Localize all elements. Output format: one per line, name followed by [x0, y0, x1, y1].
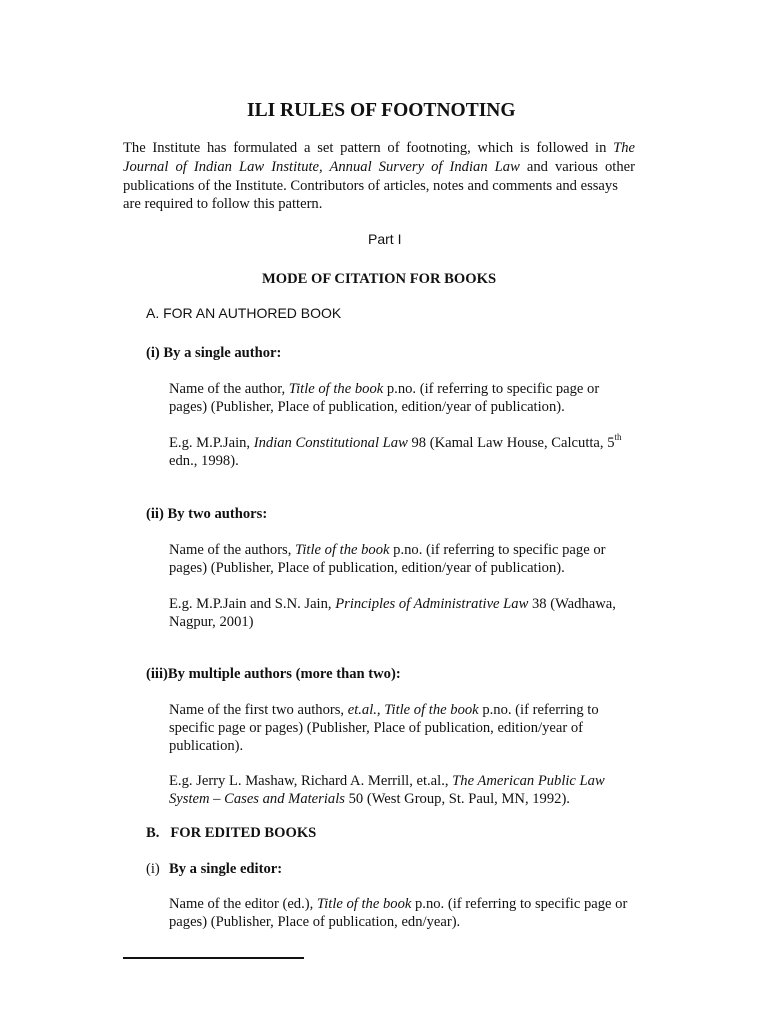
single-editor-format-line-2: pages) (Publisher, Place of publication, edn/year).: [169, 914, 461, 930]
single-editor-format-line-1: [169, 895, 627, 914]
multiple-authors-format-line-2: specific page or pages) (Publisher, Place of publication, edition/year of: [169, 720, 583, 736]
format-text: Name of the author,: [169, 381, 289, 397]
subsection-b-heading: B. FOR EDITED BOOKS: [146, 825, 317, 841]
example-text: 50 (West Group, St. Paul, MN, 1992).: [344, 791, 570, 807]
example-italic: System – Cases and Materials: [169, 791, 345, 807]
format-text: p.no. (if referring to specific page or: [411, 896, 628, 912]
example-text: 38 (Wadhawa,: [528, 596, 616, 612]
multiple-authors-example-line-2: [169, 790, 570, 809]
single-editor-heading: By a single editor:: [169, 861, 283, 877]
intro-line-4: are required to follow this pattern.: [123, 196, 323, 212]
multiple-authors-format-line-3: publication).: [169, 738, 244, 754]
format-italic: Title of the book: [288, 381, 384, 397]
format-italic: Title of the book: [316, 896, 412, 912]
intro-text: and various other: [519, 159, 635, 175]
format-italic: Title of the book: [295, 542, 390, 558]
example-text: 98 (Kamal Law House, Calcutta, 5: [407, 435, 615, 451]
page-title: ILI RULES OF FOOTNOTING: [247, 100, 516, 121]
example-text: E.g. Jerry L. Mashaw, Richard A. Merrill, et.al.,: [169, 773, 453, 789]
format-text: Name of the editor (ed.),: [169, 896, 317, 912]
example-italic: Principles of Administrative Law: [335, 596, 529, 612]
format-italic: et.al., Title of the book: [347, 702, 479, 718]
two-authors-format-line-1: [169, 541, 605, 560]
single-author-heading: (i) By a single author:: [146, 345, 282, 361]
section-heading: MODE OF CITATION FOR BOOKS: [262, 271, 497, 287]
example-text: E.g. M.P.Jain and S.N. Jain,: [169, 596, 336, 612]
intro-line-3: publications of the Institute. Contributors of articles, notes and comments and essays: [123, 178, 618, 194]
single-author-format-line-1: [169, 380, 599, 399]
intro-italic: Journal of Indian Law Institute, Annual Survery of Indian Law: [123, 159, 520, 175]
two-authors-heading: (ii) By two authors:: [146, 506, 268, 522]
intro-text: The Institute has formulated a set pattern of footnoting, which is followed in: [123, 140, 614, 156]
example-italic: The American Public Law: [452, 773, 605, 789]
subsection-a-heading: A. FOR AN AUTHORED BOOK: [146, 305, 342, 321]
format-text: p.no. (if referring to: [478, 702, 599, 718]
format-text: p.no. (if referring to specific page or: [389, 542, 606, 558]
two-authors-format-line-2: pages) (Publisher, Place of publication, edition/year of publication).: [169, 560, 565, 576]
format-text: Name of the first two authors,: [169, 702, 348, 718]
two-authors-example-line-1: [169, 595, 616, 614]
two-authors-example-line-2: Nagpur, 2001): [169, 614, 254, 630]
format-text: p.no. (if referring to specific page or: [383, 381, 600, 397]
multiple-authors-format-line-1: [169, 701, 599, 720]
intro-italic: The: [613, 140, 635, 156]
multiple-authors-heading: (iii)By multiple authors (more than two):: [146, 666, 401, 682]
example-italic: Indian Constitutional Law: [253, 435, 408, 451]
intro-line-1: [123, 139, 635, 158]
edited-single-number: (i): [146, 861, 160, 877]
format-text: Name of the authors,: [169, 542, 296, 558]
single-author-format-line-2: pages) (Publisher, Place of publication, edition/year of publication).: [169, 399, 565, 415]
multiple-authors-example-line-1: [169, 772, 605, 791]
intro-line-2: [123, 158, 635, 177]
ordinal-superscript: th: [614, 432, 622, 443]
single-author-example-line-1: [169, 434, 622, 453]
example-text: E.g. M.P.Jain,: [169, 435, 254, 451]
footnote-separator: [123, 957, 304, 959]
single-author-example-line-2: edn., 1998).: [169, 453, 239, 469]
part-label: Part I: [368, 231, 402, 247]
